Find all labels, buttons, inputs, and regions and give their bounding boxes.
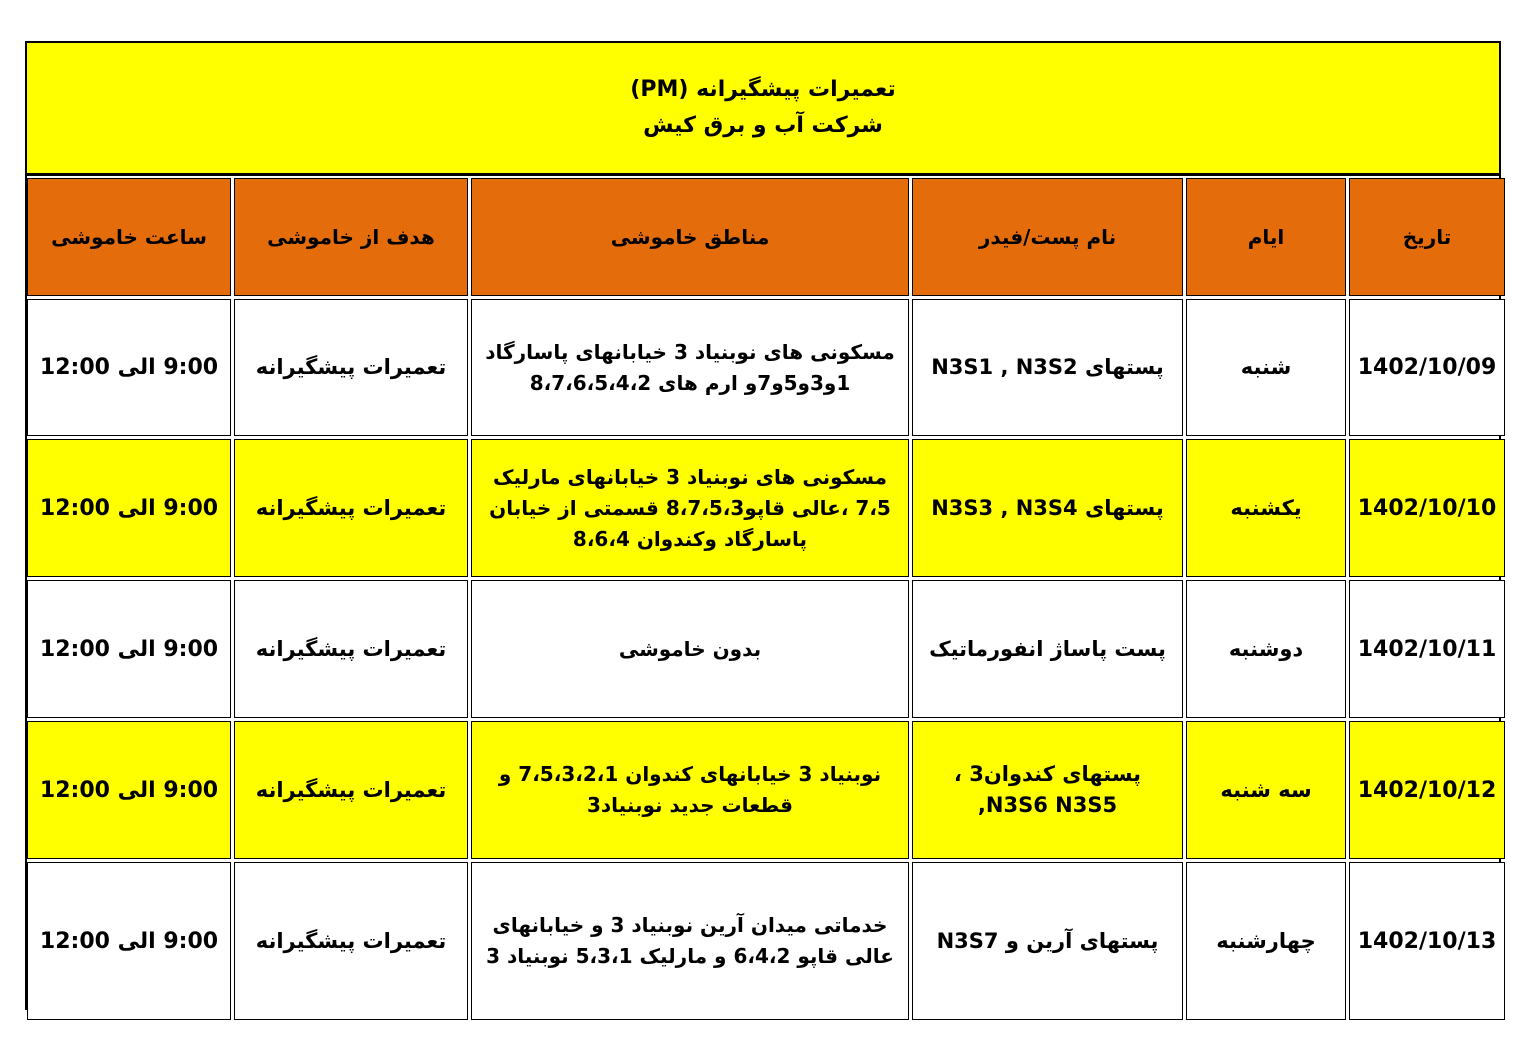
cell-day: یکشنبه: [1186, 439, 1346, 577]
cell-post: پستهای N3S1 , N3S2: [912, 299, 1183, 436]
cell-time: 9:00 الی 12:00: [27, 580, 231, 718]
cell-time: 9:00 الی 12:00: [27, 439, 231, 577]
col-header-post: نام پست/فیدر: [912, 178, 1183, 296]
col-header-date: تاریخ: [1349, 178, 1505, 296]
col-header-day: ایام: [1186, 178, 1346, 296]
schedule-table: [27, 178, 1499, 1020]
cell-date: 1402/10/12: [1349, 721, 1505, 859]
cell-time: 9:00 الی 12:00: [27, 862, 231, 1020]
col-header-areas: مناطق خاموشی: [471, 178, 909, 296]
cell-time: 9:00 الی 12:00: [27, 721, 231, 859]
cell-areas: مسکونی های نوبنیاد 3 خیابانهای پاسارگاد 1و3و5و7و ارم های 8،7،6،5،4،2: [471, 299, 909, 436]
cell-purpose: تعمیرات پیشگیرانه: [234, 299, 468, 436]
cell-purpose: تعمیرات پیشگیرانه: [234, 580, 468, 718]
col-header-time: ساعت خاموشی: [27, 178, 231, 296]
cell-day: شنبه: [1186, 299, 1346, 436]
cell-date: 1402/10/13: [1349, 862, 1505, 1020]
cell-areas: خدماتی میدان آرین نوبنیاد 3 و خیابانهای عالی قاپو 6،4،2 و مارلیک 5،3،1 نوبنیاد 3: [471, 862, 909, 1020]
cell-day: سه شنبه: [1186, 721, 1346, 859]
cell-day: دوشنبه: [1186, 580, 1346, 718]
cell-post: پست پاساژ انفورماتیک: [912, 580, 1183, 718]
cell-purpose: تعمیرات پیشگیرانه: [234, 721, 468, 859]
title-line-2: شرکت آب و برق کیش: [643, 113, 883, 138]
cell-date: 1402/10/09: [1349, 299, 1505, 436]
cell-areas: مسکونی های نوبنیاد 3 خیابانهای مارلیک 7،5 ،عالی قاپو8،7،5،3 قسمتی از خیابان پاسارگاد وکندوان 8،6،4: [471, 439, 909, 577]
cell-date: 1402/10/10: [1349, 439, 1505, 577]
cell-date: 1402/10/11: [1349, 580, 1505, 718]
cell-day: چهارشنبه: [1186, 862, 1346, 1020]
cell-purpose: تعمیرات پیشگیرانه: [234, 862, 468, 1020]
cell-post: پستهای آرین و N3S7: [912, 862, 1183, 1020]
cell-post: پستهای کندوان3 ، N3S6 N3S5,: [912, 721, 1183, 859]
cell-purpose: تعمیرات پیشگیرانه: [234, 439, 468, 577]
cell-time: 9:00 الی 12:00: [27, 299, 231, 436]
title-line-1: تعمیرات پیشگیرانه (PM): [630, 77, 896, 102]
col-header-purpose: هدف از خاموشی: [234, 178, 468, 296]
page-title: [27, 43, 1499, 176]
cell-areas: نوبنیاد 3 خیابانهای کندوان 7،5،3،2،1 و قطعات جدید نوبنیاد3: [471, 721, 909, 859]
cell-areas: بدون خاموشی: [471, 580, 909, 718]
cell-post: پستهای N3S3 , N3S4: [912, 439, 1183, 577]
